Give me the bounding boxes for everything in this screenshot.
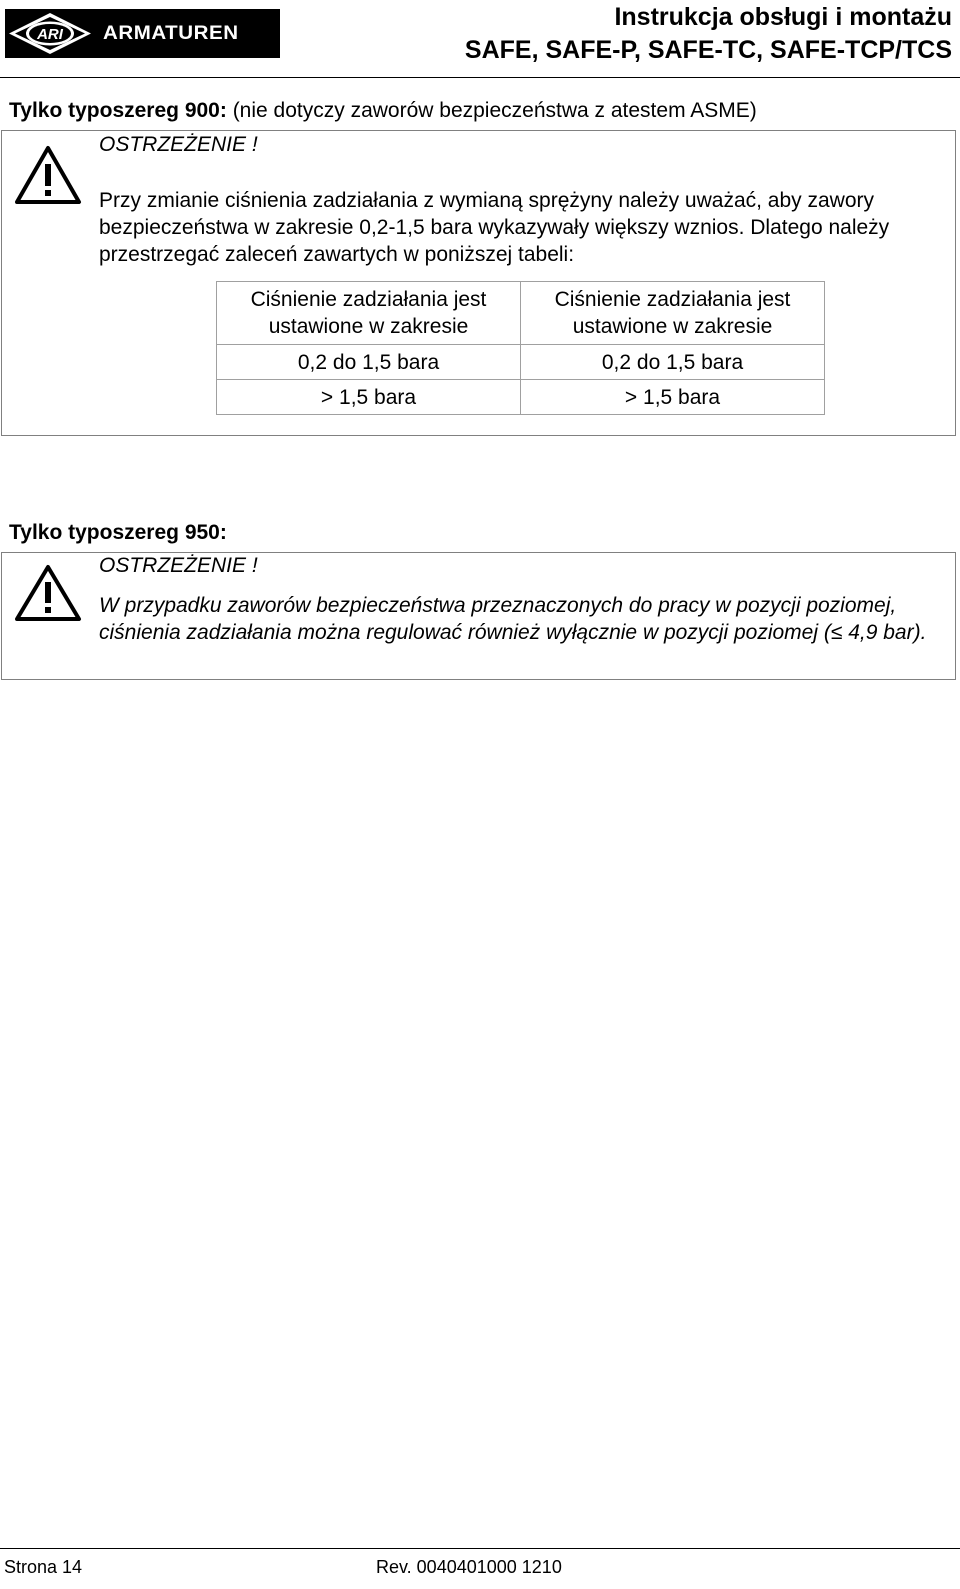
table-row — [217, 380, 825, 415]
warning-title-950: OSTRZEŻENIE ! — [99, 554, 258, 577]
table-header-row — [217, 282, 825, 345]
warning-title-900: OSTRZEŻENIE ! — [99, 133, 258, 156]
ari-armaturen-logo — [5, 9, 280, 58]
document-subtitle: SAFE, SAFE-P, SAFE-TC, SAFE-TCP/TCS — [464, 36, 952, 64]
table-cell: 0,2 do 1,5 bara — [217, 345, 521, 380]
less-equal-symbol: ≤ — [830, 621, 843, 644]
pressure-table — [216, 281, 825, 415]
table-cell: 0,2 do 1,5 bara — [521, 345, 825, 380]
section-900-heading-rest: (nie dotyczy zaworów bezpieczeństwa z atestem ASME) — [226, 99, 757, 122]
section-900-heading-bold: Tylko typoszereg 900: — [9, 99, 227, 122]
revision-number: Rev. 0040401000 1210 — [376, 1557, 562, 1577]
header-divider — [0, 77, 960, 78]
logo-text: ARMATUREN — [103, 22, 239, 44]
document-title: Instrukcja obsługi i montażu — [614, 3, 952, 31]
table-header-cell: Ciśnienie zadziałania jest ustawione w zakresie — [521, 282, 825, 345]
page-number: Strona 14 — [4, 1557, 83, 1577]
warning-triangle-icon — [13, 144, 83, 206]
ari-logo-mark — [5, 9, 95, 58]
table-cell: > 1,5 bara — [217, 380, 521, 415]
warning-text-900: Przy zmianie ciśnienia zadziałania z wymianą sprężyny należy uważać, aby zawory bezpieczeństwa w zakresie 0,2-1,5 bara wykazywały większy wznios. Dlatego należy przestrzegać zaleceń zawartych w poniższej tabeli: — [99, 189, 890, 266]
warning-box-950 — [1, 552, 956, 680]
warning-text-950-after: 4,9 bar). — [842, 621, 927, 644]
table-header-cell: Ciśnienie zadziałania jest ustawione w zakresie — [217, 282, 521, 345]
warning-text-950 — [99, 592, 943, 646]
warning-triangle-icon — [13, 563, 83, 623]
section-950-heading — [9, 521, 227, 545]
table-row — [217, 345, 825, 380]
svg-text:ARI: ARI — [37, 26, 63, 43]
section-900-heading — [9, 99, 757, 123]
footer-divider — [0, 1548, 960, 1549]
section-950-heading-bold: Tylko typoszereg 950: — [9, 521, 227, 544]
table-cell: > 1,5 bara — [521, 380, 825, 415]
warning-text-950-before: W przypadku zaworów bezpieczeństwa przeznaczonych do pracy w pozycji poziomej, ciśnienia zadziałania można regulować również wyłącznie w pozycji poziomej ( — [99, 594, 897, 644]
